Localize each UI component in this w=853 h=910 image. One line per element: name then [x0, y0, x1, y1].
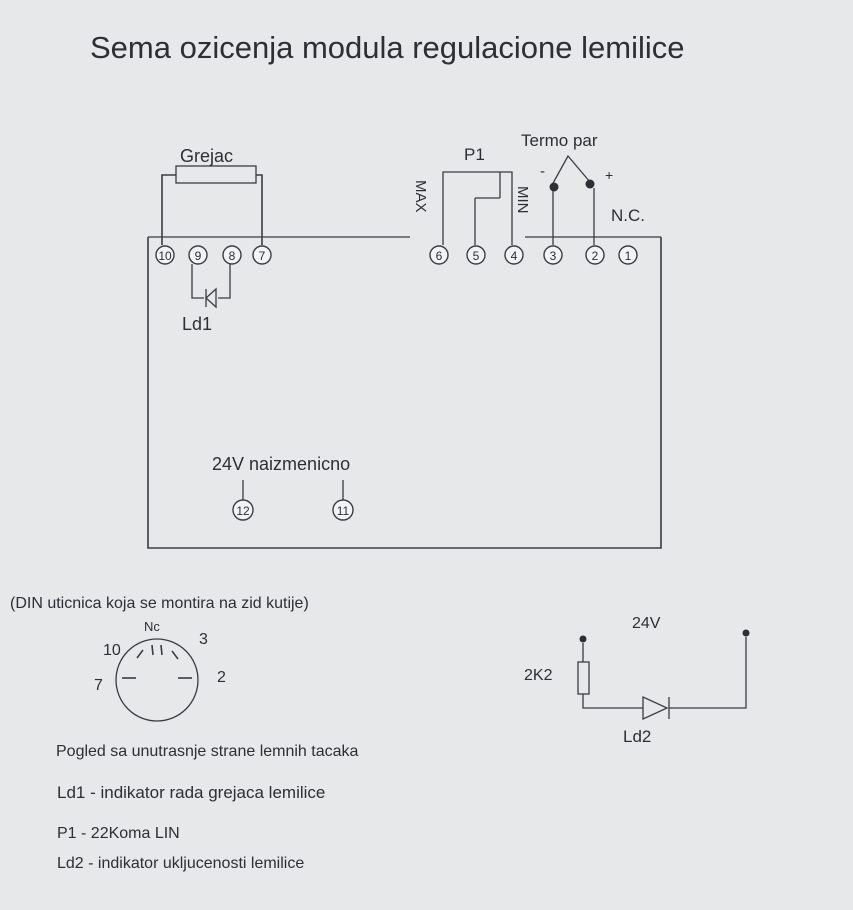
ld2-wire-right	[669, 637, 746, 708]
thermocouple-minus-label: -	[540, 163, 545, 180]
heater-label: Grejac	[180, 146, 234, 166]
ld2-voltage-label: 24V	[632, 615, 661, 632]
ld2-terminal-right	[743, 630, 750, 637]
thermocouple-plus-label: +	[605, 167, 614, 183]
pin-12-label: 12	[236, 504, 250, 518]
pin-10-label: 10	[158, 249, 172, 263]
socket-pin-10	[137, 650, 143, 658]
socket-10-label: 10	[103, 642, 121, 659]
socket-3-label: 3	[199, 631, 208, 648]
note-view: Pogled sa unutrasnje strane lemnih tacaka	[56, 743, 359, 760]
ld1-wire-left	[192, 264, 204, 298]
p1-min-label: MIN	[514, 186, 531, 214]
socket-pin-nc-a	[152, 645, 153, 655]
pin-1-label: 1	[624, 249, 632, 263]
din-socket-outline	[116, 639, 198, 721]
pin-9-label: 9	[194, 249, 202, 263]
supply-label: 24V naizmenicno	[212, 454, 351, 474]
page-title: Sema ozicenja modula regulacione lemilice	[90, 30, 685, 65]
resistor-2k2	[578, 662, 589, 694]
socket-nc-label: Nc	[144, 619, 160, 634]
heater-wire-left	[162, 175, 176, 245]
p1-body	[443, 172, 512, 245]
thermocouple-terminal-plus	[586, 180, 595, 189]
pin-5-label: 5	[472, 249, 480, 263]
note-ld1: Ld1 - indikator rada grejaca lemilice	[57, 783, 326, 802]
pin-6-label: 6	[435, 249, 443, 263]
p1-max-label: MAX	[412, 180, 429, 213]
thermocouple-label: Termo par	[521, 131, 598, 150]
p1-label: P1	[464, 145, 485, 164]
ld1-diode-icon	[206, 289, 216, 307]
ld2-diode-icon	[643, 697, 667, 719]
note-ld2: Ld2 - indikator ukljucenosti lemilice	[57, 855, 305, 872]
thermocouple-terminal-minus	[550, 183, 559, 192]
heater-wire-right	[256, 175, 262, 245]
heater-element	[176, 166, 256, 183]
module-outline	[148, 237, 661, 548]
socket-pin-nc-b	[161, 645, 162, 655]
pin-8-label: 8	[228, 249, 236, 263]
ld1-wire-right	[218, 264, 230, 298]
nc-label: N.C.	[611, 206, 645, 225]
ld2-wire-bottom	[583, 694, 643, 708]
socket-7-label: 7	[94, 677, 103, 694]
pin-2-label: 2	[591, 249, 599, 263]
pin-7-label: 7	[258, 249, 266, 263]
pin-3-label: 3	[549, 249, 557, 263]
socket-2-label: 2	[217, 669, 226, 686]
socket-pin-3	[172, 651, 178, 659]
resistor-label: 2K2	[524, 667, 553, 684]
thermocouple-leads	[552, 156, 590, 185]
pin-4-label: 4	[510, 249, 518, 263]
ld2-terminal-left	[580, 636, 587, 643]
ld2-label: Ld2	[623, 727, 652, 746]
pin-11-label: 11	[336, 504, 350, 518]
note-p1: P1 - 22Koma LIN	[57, 825, 180, 842]
din-socket-note: (DIN uticnica koja se montira na zid kutije)	[10, 595, 309, 612]
ld1-label: Ld1	[182, 314, 213, 334]
